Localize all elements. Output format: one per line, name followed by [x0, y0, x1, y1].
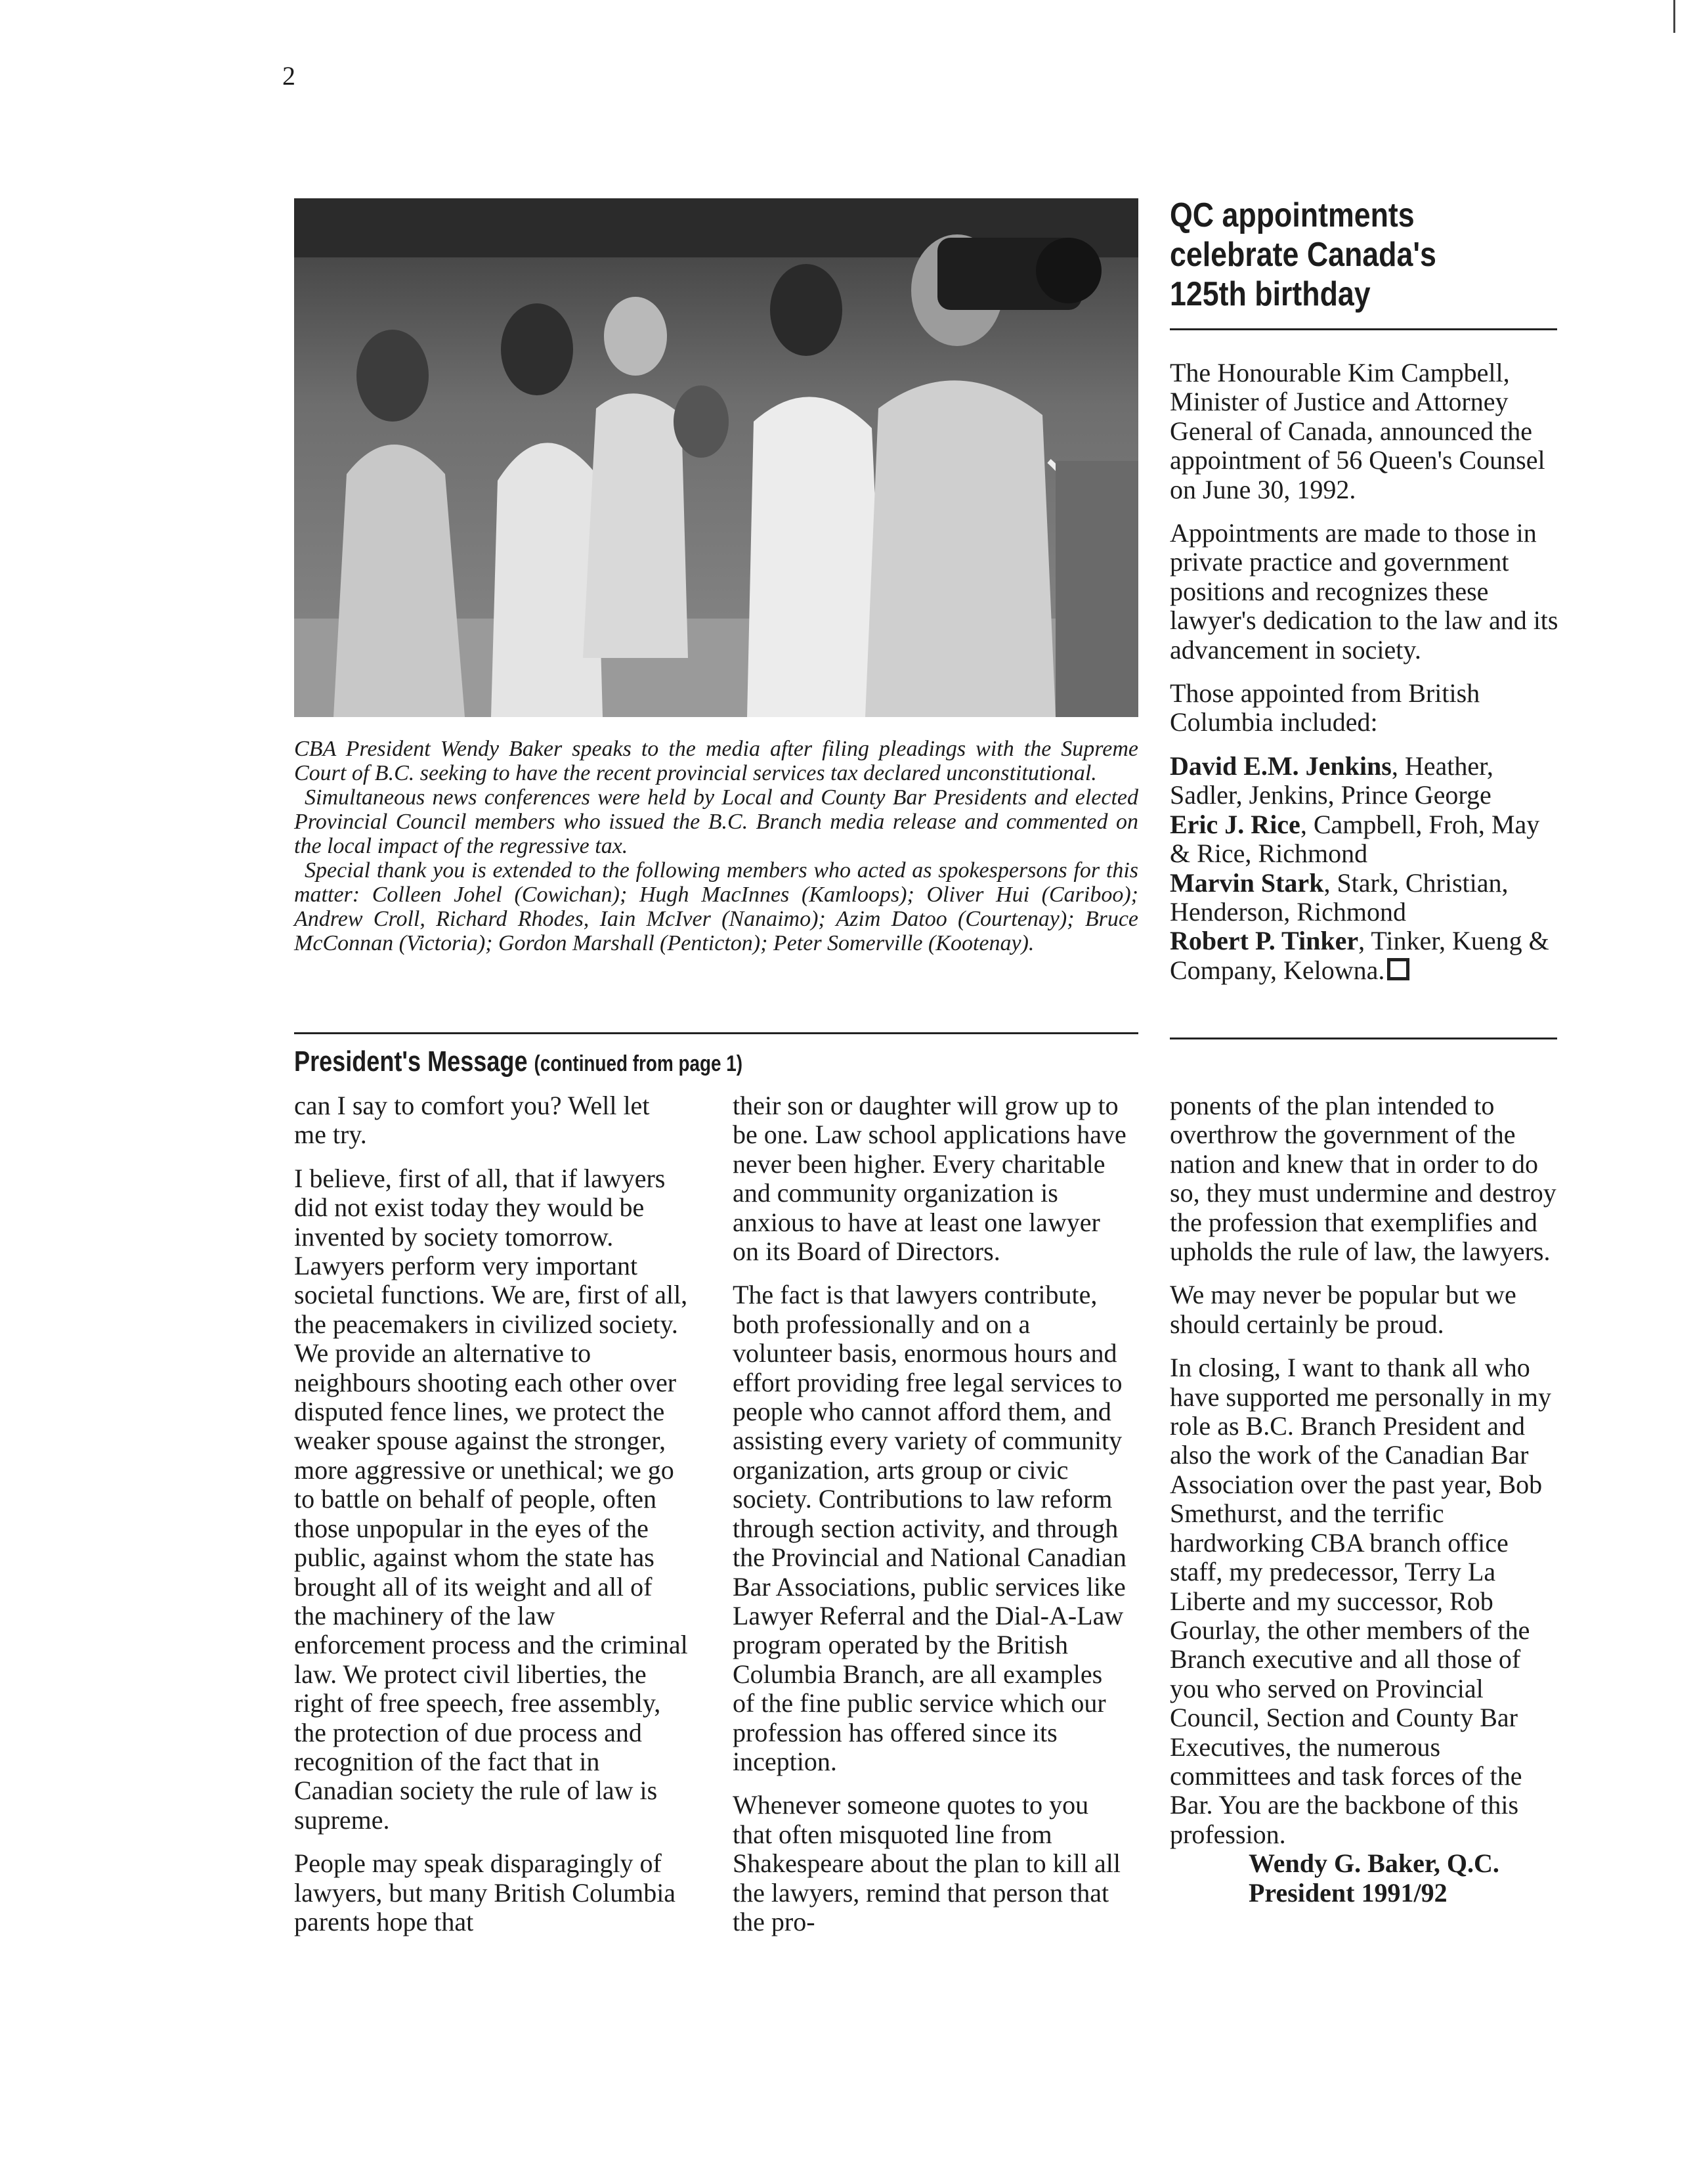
appointee-entry — [1170, 869, 1564, 927]
appointee-entry — [1170, 810, 1564, 869]
presidents-message-title: President's Message — [294, 1045, 528, 1078]
appointee-name: Eric J. Rice — [1170, 809, 1300, 839]
caption-paragraph: CBA President Wendy Baker speaks to the media after filing pleadings with the Supreme Court of B.C. seeking to have the recent provincial services tax declared unconstitutional. — [294, 737, 1138, 785]
signature-name: Wendy G. Baker, Q.C. — [1249, 1848, 1499, 1879]
article-paragraph: can I say to comfort you? Well let me try. — [294, 1091, 650, 1150]
article-paragraph: People may speak disparagingly of lawyers, but many British Columbia parents hope that — [294, 1848, 676, 1936]
appointee-firm: , Campbell, Froh, May & Rice, Richmond — [1170, 809, 1540, 869]
article-paragraph: The fact is that lawyers contribute, both professionally and on a volunteer basis, enormous hours and effort providing free legal services to people who cannot afford them, and assisting every variety of community organization, arts group or civic society. Contributions to law reform through section activity, and through the Provincial and National Canadian Bar Associations, public services like Lawyer Referral and the Dial-A-Law program operated by the British Columbia Branch, are all examples of the fine public service which our profession has offered since its inception. — [733, 1280, 1126, 1776]
presidents-message-heading — [294, 1045, 742, 1078]
qc-title-line: celebrate Canada's — [1170, 236, 1436, 274]
qc-title-line: 125th birthday — [1170, 275, 1371, 313]
presidents-message-continued: (continued from page 1) — [534, 1051, 743, 1076]
divider-rule — [1170, 1037, 1557, 1039]
divider-rule — [294, 1032, 1138, 1034]
qc-paragraph: The Honourable Kim Campbell, Minister of Justice and Attorney General of Canada, announced the appointment of 56 Queen's Counsel on June 30, 1992. — [1170, 358, 1545, 504]
article-paragraph: I believe, first of all, that if lawyers did not exist today they would be invented by society tomorrow. Lawyers perform very important societal functions. We are, first of all, the peacemakers in civilized society. We provide an alternative to neighbours shooting each other over disputed fence lines, we protect the weaker spouse against the stronger, more aggressive or unethical; we go to battle on behalf of people, often those unpopular in the eyes of the public, against whom the state has brought all of its weight and all of the machinery of the law enforcement process and the criminal law. We protect civil liberties, the right of free speech, free assembly, the protection of due process and recognition of the fact that in Canadian society the rule of law is supreme. — [294, 1163, 688, 1835]
qc-title-line: QC appointments — [1170, 196, 1415, 234]
appointee-entry — [1170, 752, 1564, 810]
article-paragraph: their son or daughter will grow up to be one. Law school applications have never been higher. Every charitable and community organization is anxious to have at least one lawyer on its Board of Directors. — [733, 1091, 1126, 1267]
qc-article-title — [1170, 196, 1509, 314]
scan-edge-mark — [1673, 0, 1675, 33]
divider-rule — [1170, 328, 1557, 330]
article-paragraph: We may never be popular but we should certainly be proud. — [1170, 1280, 1516, 1339]
article-column-2 — [733, 1091, 1126, 1951]
appointee-firm: , Heather, Sadler, Jenkins, Prince George — [1170, 751, 1493, 810]
article-paragraph: ponents of the plan intended to overthrow the government of the nation and knew that in order to do so, they must undermine and destroy the profession that exemplifies and upholds the rule of law, the lawyers. — [1170, 1091, 1556, 1267]
appointee-entry — [1170, 927, 1564, 985]
page-number: 2 — [282, 61, 295, 91]
qc-paragraph: Those appointed from British Columbia included: — [1170, 678, 1480, 737]
article-paragraph: Whenever someone quotes to you that often misquoted line from Shakespeare about the plan to kill all the lawyers, remind that person that the pro- — [733, 1790, 1121, 1936]
caption-paragraph: Special thank you is extended to the following members who acted as spokespersons for this matter: Colleen Johel (Cowichan); Hugh MacInnes (Kamloops); Oliver Hui (Cariboo); Andrew Croll, Richard Rhodes, Iain McIver (Nanaimo); Azim Datoo (Courtenay); Bruce McConnan (Victoria); Gordon Marshall (Penticton); Peter Somerville (Kootenay). — [294, 858, 1138, 955]
caption-paragraph: Simultaneous news conferences were held by Local and County Bar Presidents and elected Provincial Council members who issued the B.C. Branch media release and commented on the local impact of the regressive tax. — [294, 785, 1138, 858]
appointee-firm: , Stark, Christian, Henderson, Richmond — [1170, 867, 1509, 927]
press-photo-icon — [294, 198, 1138, 717]
signature-title: President 1991/92 — [1249, 1877, 1448, 1908]
appointee-name: Robert P. Tinker — [1170, 926, 1359, 956]
qc-paragraph: Appointments are made to those in private practice and government positions and recognizes these lawyer's dedication to the law and its advancement in society. — [1170, 518, 1558, 665]
end-mark-icon — [1387, 958, 1409, 980]
qc-article-body — [1170, 359, 1564, 985]
article-column-3 — [1170, 1091, 1564, 1908]
article-column-1 — [294, 1091, 688, 1951]
press-photo — [294, 198, 1138, 717]
photo-caption — [294, 737, 1138, 955]
appointee-name: Marvin Stark — [1170, 867, 1324, 898]
appointee-firm: , Tinker, Kueng & Company, Kelowna. — [1170, 926, 1549, 985]
appointee-name: David E.M. Jenkins — [1170, 751, 1392, 781]
appointee-list — [1170, 752, 1564, 985]
article-paragraph: In closing, I want to thank all who have supported me personally in my role as B.C. Branch President and also the work of the Canadian Bar Association over the past year, Bob Smethurst, and the terrific hardworking CBA branch office staff, my predecessor, Terry La Liberte and my successor, Rob Gourlay, the other members of the Branch executive and all those of you who served on Provincial Council, Section and County Bar Executives, the numerous committees and task forces of the Bar. You are the backbone of this profession. — [1170, 1353, 1551, 1849]
